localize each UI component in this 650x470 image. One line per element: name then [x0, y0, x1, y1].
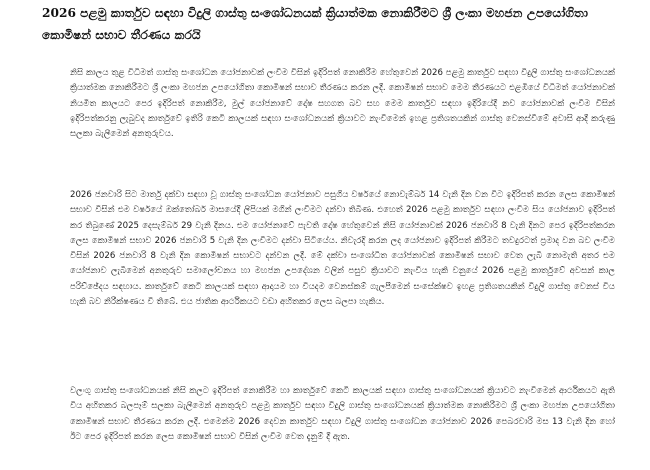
- paragraph-3: වලංගු ගාස්තු සංශෝධනයක් නිසි කලට ඉදිරිපත් නොකිරීම හා කාර්තුවේ කෙටි කාලයක් සඳහා ගාස්තු සංශෝධනයක් ක්‍රියාවට නැංවීමෙන් ආර්ථිකයට ඇති විය අහිතකර බලපෑම් සලකා බැලීමෙන් අනතුරුව පළමු කාර්තුව සඳහා විදුලි ගාස්තු සංශෝධනයක් ක්‍රියාත්මක නොකිරීමට ශ්‍රී ලංකා මහජන උපයෝගිතා කොමිෂන් සභාව තීරණය කරන ලදී. එමෙන්ම 2026 දෙවන කාර්තුව සඳහා විදුලි ගාස්තු සංශෝධන යෝජනාව 2026 පෙබරවාරි මස 13 වැනි දින හෝ ඊට පෙර ඉදිරිපත් කරන ලෙස කොමිෂන් සභාව විසින් ලංවීම වෙත දැනුම් දී ඇත.: [70, 386, 615, 442]
- paragraph-2: 2026 ජනවාරි සිට මාර්තු දක්වා සඳහා වූ ගාස්තු සංශෝධන යෝජනාව පසුගිය වර්ෂයේ නොවැම්බර් 14 වැනි දින වන විට ඉදිරිපත් කරන ලෙස කොමිෂන් සභාව විසින් එම වර්ෂයේ ඔක්තෝබර් මාසයේදී ලිපියක් මගින් ලංවීමට දන්වා තිබිණ. එහෙත් 2026 පළමු කාර්තුව සඳහා ලංවීම සිය යෝජනාව ඉදිරිපත් කර තිබුණේ 2025 දෙසැම්බර් 29 වැනි දිනය. එම යෝජනාවේ පැවති දෝෂ හේතුවෙන් නිසි යෝජනාවක් 2026 ජනවාරි 8 වැනි දිනට පෙර ඉදිරිපත්කරන ලෙස කොමිෂන් සභාව 2026 ජනවාරි 5 වැනි දින ලංවීමට දන්වා සිටියේය. නිවැරදි කරන ලද යෝජනාව ඉදිරිපත් කිරීමට තවදුරටත් ප්‍රමාද වන බව ලංවීම විසින් 2026 ජනවාරි 8 වැනි දින කොමිෂන් සභාවට දන්වන ලදී. මේ දක්වා සංශෝධිත යෝජනාවක් කොමිෂන් සභාව වෙත ලැබී නොමැති අතර එම යෝජනාව ලැබීමෙන් අනතුරුව සමාලෝචනය හා මහජන උපදේශන වලින් පසුව ක්‍රියාවට නැංවිය හැකි වනුයේ 2026 පළමු කාර්තුවේ අවසන් කාල පරිච්ඡේදය සඳහාය. කාර්තුවේ කෙටි කාලයක් සඳහා ආදායම හා වියදම වෙනස්කම් ගැලපීමෙන් සංසේක්ෂව ඉහළ ප්‍රතිශතයකින් විදුලි ගාස්තු වෙනස් විය හැකි බව නිරීක්ෂණය වී තිබේ. එය ජාතික ආර්ථිකයට වඩා අහිතකර ලෙස බලපා හැකිය.: [70, 190, 615, 308]
- document-title: 2026 පළමු කාර්තුව සඳහා විදුලි ගාස්තු සංශෝධනයක් ක්‍රියාත්මක නොකිරීමට ශ්‍රී ලංකා මහජන උපයෝගිතා කොමිෂන් සභාව තීරණය කරයි: [42, 6, 588, 42]
- paragraph-1: නිසි කාලය තුළ විධිමත් ගාස්තු සංශෝධන යෝජනාවක් ලංවීම විසින් ඉදිරිපත් නොකිරීම හේතුවෙන් 2026 පළමු කාර්තුව සඳහා විදුලි ගාස්තු සංශෝධනයක් ක්‍රියාත්මක නොකිරීමට ශ්‍රී ලංකා මහජන උපයෝගිතා කොමිෂන් සභාව තීරණය කරන ලදී. කොමිෂන් සභාව මෙම තීරණයට එළඹියේ විධිමත් යෝජනාවක් නියමිත කාලයට පෙර ඉදිරිපත් නොකිරීම, මුල් යෝජනාවේ දෝෂ සහගත බව සහ මෙම කාර්තුව සඳහා ඉදිරියේදී නව යෝජනාවක් ලංවීම විසින් ඉදිරිපත්කරනු ලැබුවද කාර්තුවේ ඉතිරි කෙටි කාලයක් සඳහා සංශෝධනයක් ක්‍රියාවට නැංවීමෙන් ඉහළ ප්‍රතිශතයකින් ගාස්තු වෙනස්වීමේ අවාසි ආදී කරුණු සලකා බැලීමෙන් අනතුරුවය.: [70, 68, 615, 140]
